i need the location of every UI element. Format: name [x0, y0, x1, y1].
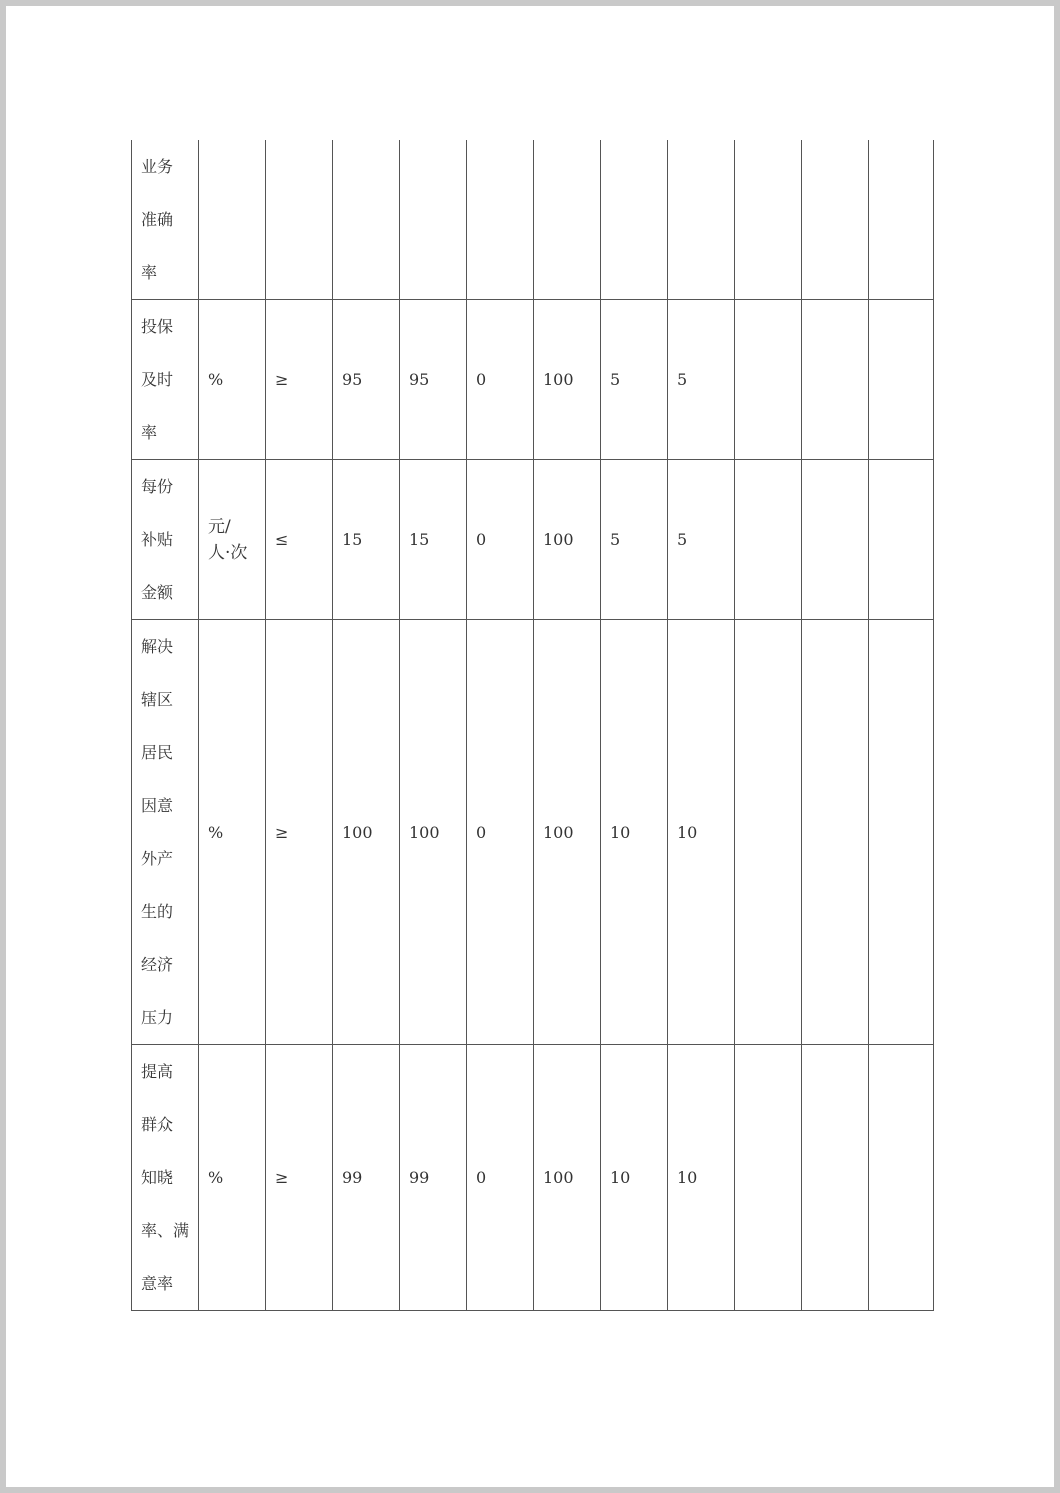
table-row	[132, 1045, 934, 1311]
table-row	[132, 620, 934, 1045]
value-cell: 10	[601, 1045, 668, 1311]
value-cell: 100	[534, 300, 601, 460]
value-cell	[869, 300, 934, 460]
indicator-name-cell	[132, 140, 199, 300]
value-cell	[467, 140, 534, 300]
value-cell: 15	[400, 460, 467, 620]
value-cell	[400, 140, 467, 300]
indicator-name-line: 率	[141, 423, 158, 442]
indicator-table	[131, 140, 934, 1311]
value-cell: 95	[400, 300, 467, 460]
value-cell	[802, 620, 869, 1045]
unit-line: %	[208, 822, 224, 842]
value-cell: 100	[400, 620, 467, 1045]
indicator-name-cell	[132, 620, 199, 1045]
value-cell	[869, 620, 934, 1045]
indicator-name-line: 意率	[141, 1274, 174, 1293]
indicator-name-cell	[132, 300, 199, 460]
unit-cell	[199, 300, 266, 460]
value-cell: 10	[601, 620, 668, 1045]
indicator-name-line: 投保	[141, 317, 174, 336]
value-cell	[869, 140, 934, 300]
value-cell	[735, 140, 802, 300]
indicator-name-line: 准确	[141, 210, 174, 229]
indicator-name-line: 知晓	[141, 1168, 174, 1187]
value-cell	[735, 1045, 802, 1311]
operator-cell: ≤	[266, 460, 333, 620]
value-cell	[869, 460, 934, 620]
indicator-name-cell	[132, 460, 199, 620]
indicator-name-line: 提高	[141, 1062, 174, 1081]
unit-cell	[199, 140, 266, 300]
indicator-name-cell	[132, 1045, 199, 1311]
value-cell	[735, 460, 802, 620]
document-page	[6, 6, 1054, 1487]
value-cell	[333, 140, 400, 300]
value-cell	[735, 300, 802, 460]
indicator-name-line: 率、满	[141, 1221, 190, 1240]
value-cell: 100	[333, 620, 400, 1045]
unit-cell	[199, 460, 266, 620]
unit-cell	[199, 620, 266, 1045]
unit-cell	[199, 1045, 266, 1311]
operator-cell: ≥	[266, 300, 333, 460]
value-cell: 0	[467, 1045, 534, 1311]
indicator-name-line: 率	[141, 263, 158, 282]
indicator-name-line: 及时	[141, 370, 174, 389]
table-row	[132, 300, 934, 460]
value-cell	[668, 140, 735, 300]
operator-cell	[266, 140, 333, 300]
value-cell: 0	[467, 460, 534, 620]
indicator-name-line: 生的	[141, 902, 174, 921]
table-row	[132, 460, 934, 620]
value-cell	[802, 1045, 869, 1311]
value-cell	[802, 140, 869, 300]
value-cell: 5	[668, 300, 735, 460]
indicator-name-line: 因意	[141, 796, 174, 815]
table-row	[132, 140, 934, 300]
value-cell: 0	[467, 300, 534, 460]
value-cell: 10	[668, 620, 735, 1045]
value-cell: 100	[534, 1045, 601, 1311]
value-cell	[601, 140, 668, 300]
unit-line: %	[208, 1168, 224, 1187]
unit-line: 元/	[208, 516, 231, 537]
indicator-name-line: 每份	[141, 477, 174, 496]
value-cell: 95	[333, 300, 400, 460]
value-cell: 5	[668, 460, 735, 620]
operator-cell: ≥	[266, 1045, 333, 1311]
indicator-name-line: 辖区	[141, 690, 174, 709]
value-cell	[802, 300, 869, 460]
value-cell	[735, 620, 802, 1045]
value-cell: 100	[534, 620, 601, 1045]
indicator-name-line: 金额	[141, 583, 174, 602]
unit-line: 人·次	[208, 542, 248, 563]
indicator-name-line: 补贴	[141, 530, 174, 549]
indicator-name-line: 业务	[141, 157, 174, 176]
operator-cell: ≥	[266, 620, 333, 1045]
value-cell	[802, 460, 869, 620]
value-cell: 0	[467, 620, 534, 1045]
value-cell	[534, 140, 601, 300]
value-cell: 5	[601, 460, 668, 620]
indicator-name-line: 压力	[141, 1008, 174, 1027]
indicator-name-line: 群众	[141, 1115, 174, 1134]
value-cell	[869, 1045, 934, 1311]
value-cell: 100	[534, 460, 601, 620]
value-cell: 99	[400, 1045, 467, 1311]
indicator-name-line: 居民	[141, 743, 174, 762]
value-cell: 99	[333, 1045, 400, 1311]
value-cell: 15	[333, 460, 400, 620]
indicator-name-line: 经济	[141, 955, 174, 974]
indicator-name-line: 外产	[141, 849, 174, 868]
value-cell: 5	[601, 300, 668, 460]
value-cell: 10	[668, 1045, 735, 1311]
unit-line: %	[208, 370, 224, 389]
indicator-name-line: 解决	[141, 637, 174, 656]
